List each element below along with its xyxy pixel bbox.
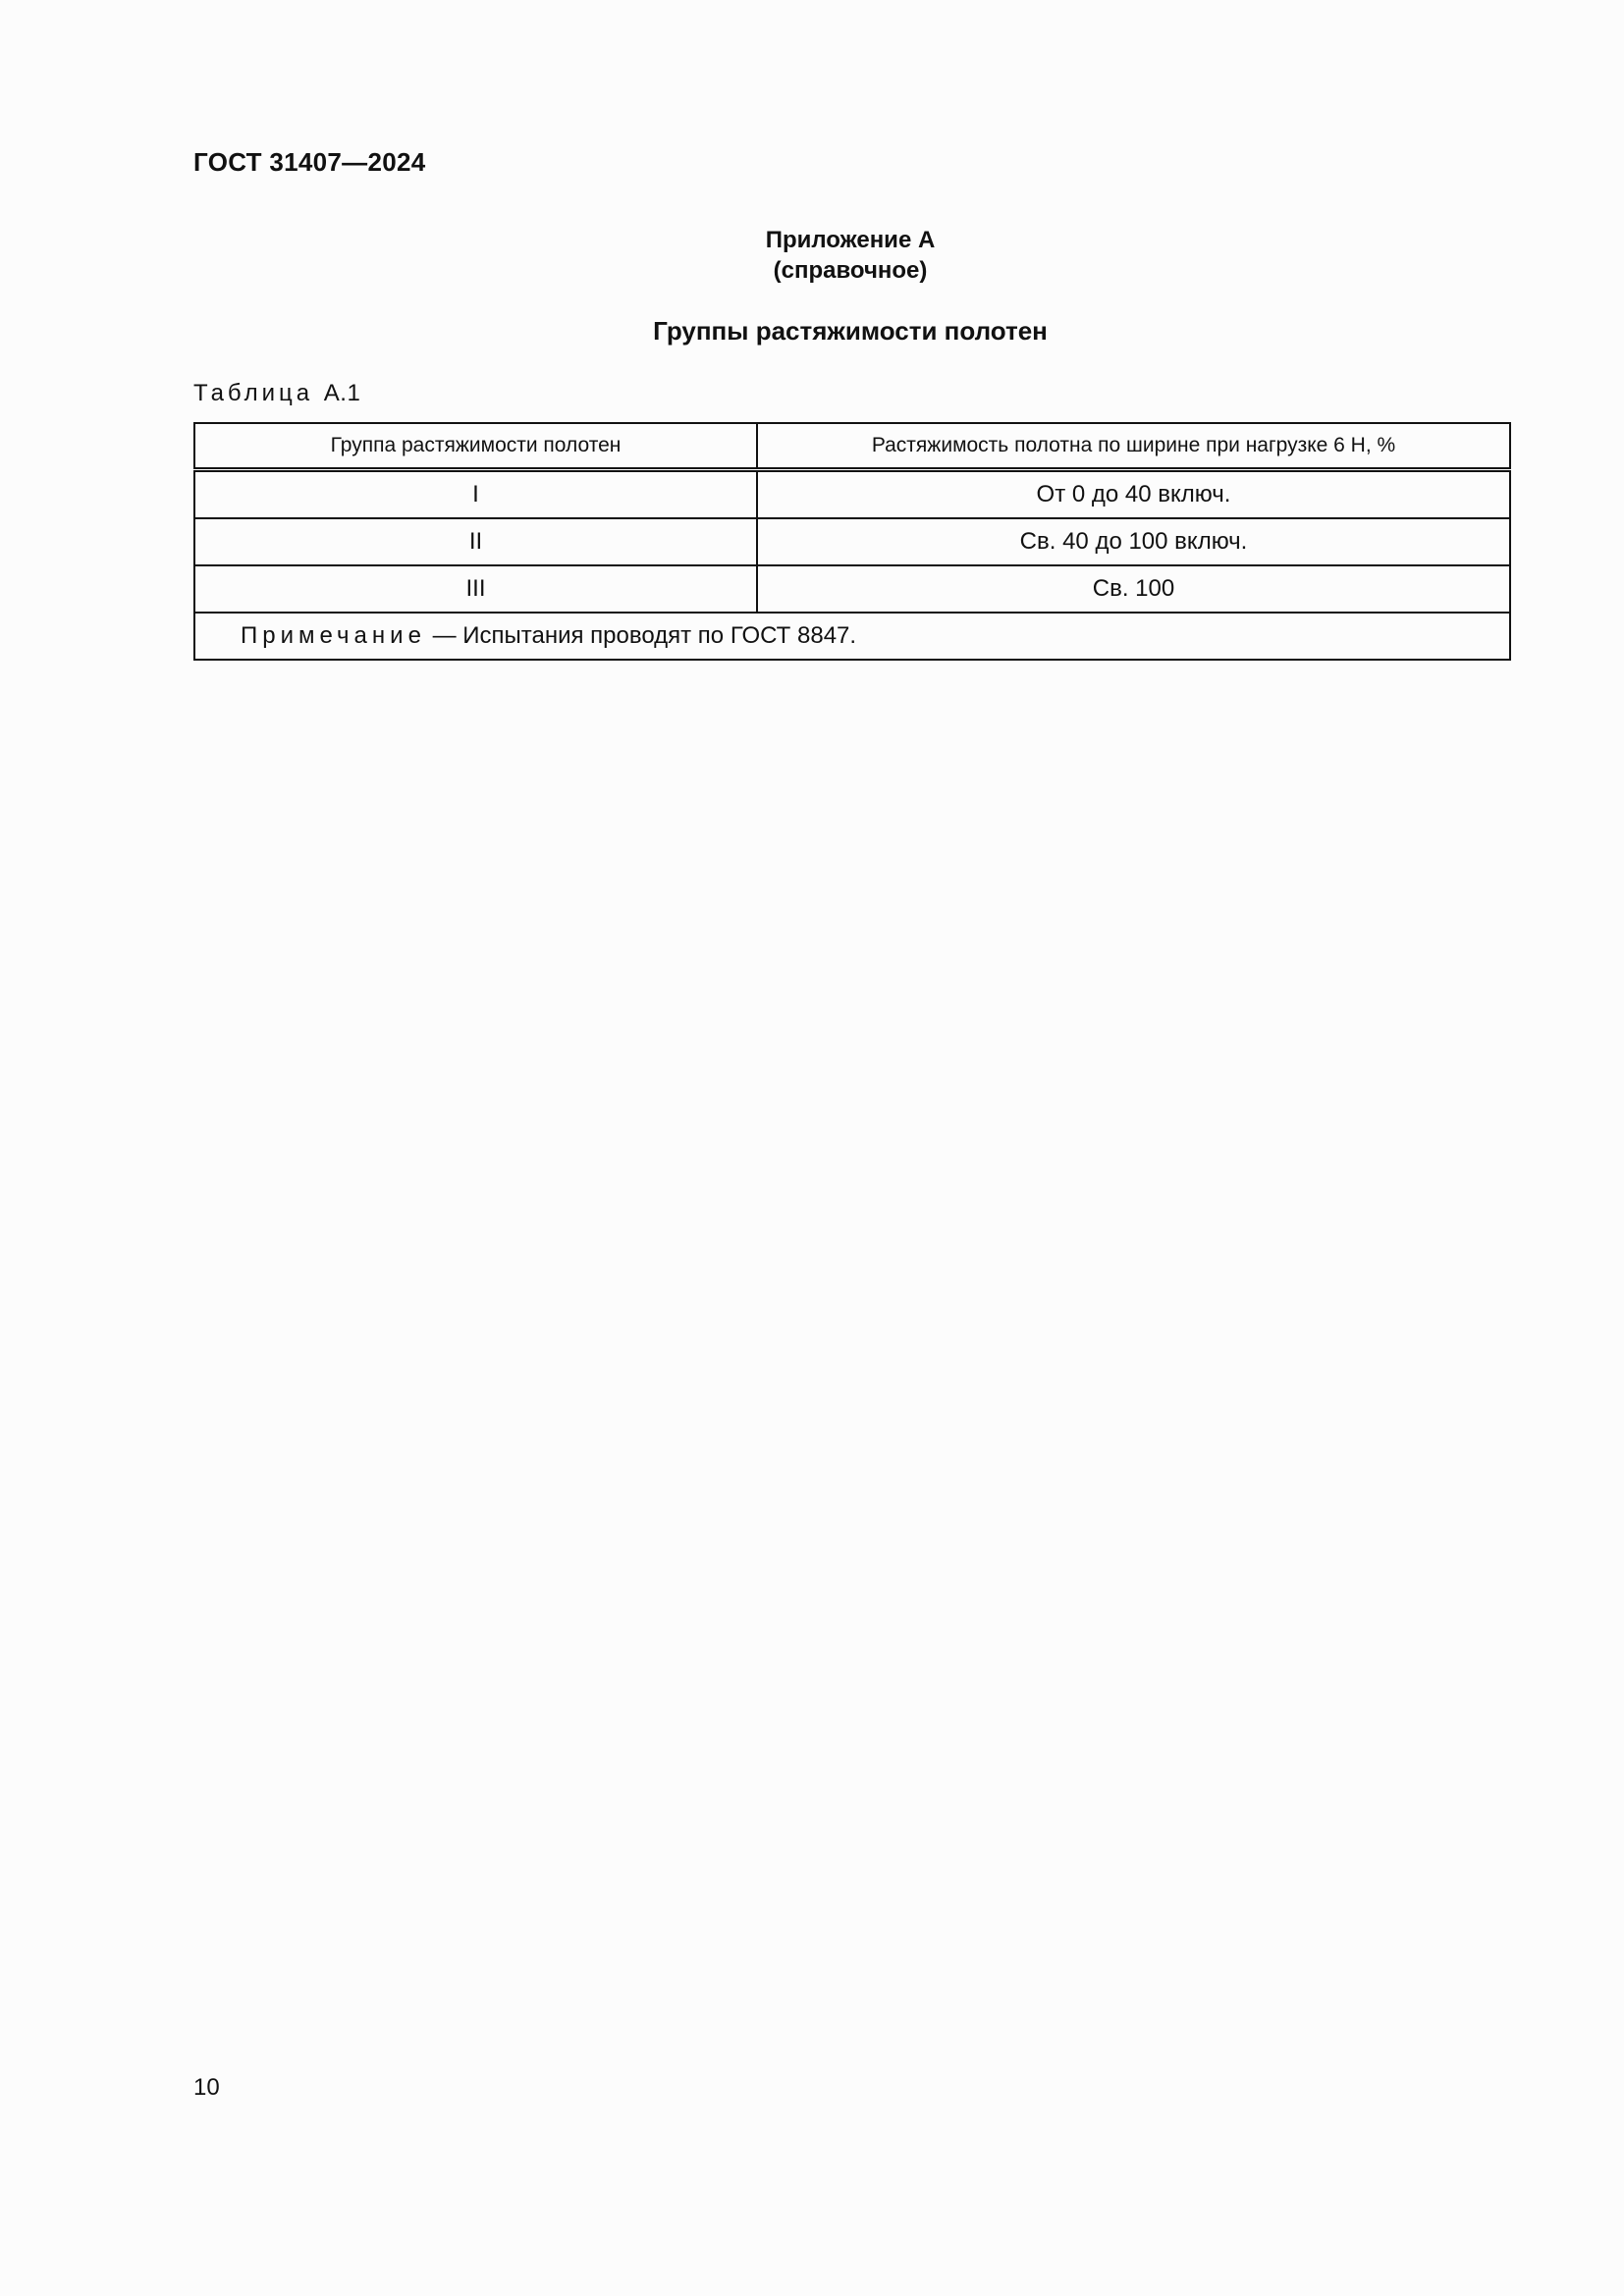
table-caption-label: Таблица <box>193 380 314 406</box>
column-header-stretch: Растяжимость полотна по ширине при нагрузке 6 Н, % <box>757 423 1510 470</box>
table-row <box>194 565 1510 613</box>
table-note <box>194 613 1510 660</box>
table-header-row <box>194 423 1510 470</box>
stretch-groups-table <box>193 422 1511 661</box>
page-number: 10 <box>193 2074 220 2101</box>
note-text: — Испытания проводят по ГОСТ 8847. <box>425 622 857 649</box>
cell-value: От 0 до 40 включ. <box>757 470 1510 519</box>
cell-group: II <box>194 518 757 565</box>
annex-label <box>0 225 1624 286</box>
cell-value: Св. 40 до 100 включ. <box>757 518 1510 565</box>
cell-group: III <box>194 565 757 613</box>
annex-heading: Группы растяжимости полотен <box>653 316 1048 346</box>
table-note-row <box>194 613 1510 660</box>
table-row <box>194 470 1510 519</box>
table-caption-number: А.1 <box>323 380 361 406</box>
column-header-group: Группа растяжимости полотен <box>194 423 757 470</box>
cell-value: Св. 100 <box>757 565 1510 613</box>
cell-group: I <box>194 470 757 519</box>
note-label: Примечание <box>241 622 426 649</box>
annex-title-line1: Приложение А <box>765 227 936 253</box>
document-code: ГОСТ 31407—2024 <box>193 147 426 177</box>
table-caption <box>193 380 360 407</box>
table-row <box>194 518 1510 565</box>
annex-title-line2: (справочное) <box>773 257 928 284</box>
